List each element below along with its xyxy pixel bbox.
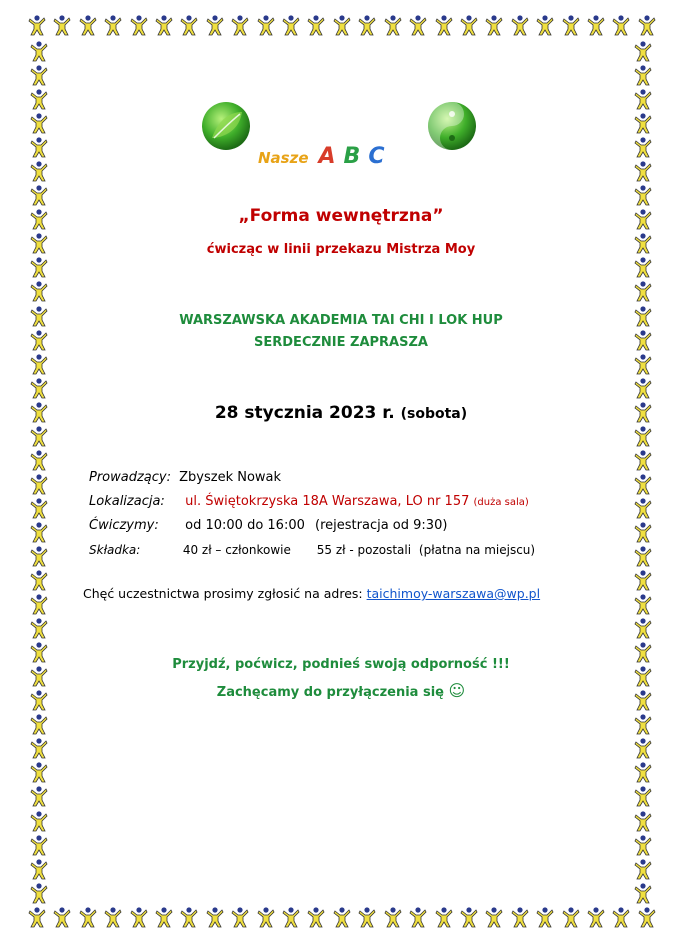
taichi-figure-icon — [26, 906, 48, 928]
instructor-label: Prowadzący: — [89, 470, 171, 485]
taichi-figure-icon — [305, 906, 327, 928]
fee-note: (płatna na miejscu) — [418, 543, 536, 557]
decorative-border-bottom — [26, 906, 658, 932]
taichi-figure-icon — [280, 906, 302, 928]
taichi-figure-icon — [28, 449, 50, 471]
taichi-figure-icon — [28, 545, 50, 567]
taichi-figure-icon — [153, 906, 175, 928]
location-note: (duża sala) — [473, 497, 529, 508]
taichi-figure-icon — [28, 593, 50, 615]
taichi-figure-icon — [636, 906, 658, 928]
decorative-border-right — [632, 40, 658, 904]
taichi-figure-icon — [483, 906, 505, 928]
taichi-figure-icon — [28, 353, 50, 375]
event-subtitle: ćwicząc w linii przekazu Mistrza Moy — [206, 242, 476, 257]
taichi-figure-icon — [483, 14, 505, 36]
taichi-figure-icon — [632, 136, 654, 158]
closing-line-1: Przyjdź, poćwicz, podnieś swoją odporność !!! — [172, 657, 510, 672]
taichi-figure-icon — [632, 160, 654, 182]
taichi-figure-icon — [28, 40, 50, 62]
taichi-figure-icon — [632, 617, 654, 639]
logo-nasze: Nasze — [258, 149, 309, 167]
taichi-figure-icon — [331, 906, 353, 928]
location-label: Lokalizacja: — [89, 494, 165, 509]
taichi-figure-icon — [28, 280, 50, 302]
closing-line-2 — [0, 681, 682, 700]
taichi-figure-icon — [534, 906, 556, 928]
taichi-figure-icon — [28, 810, 50, 832]
taichi-figure-icon — [632, 834, 654, 856]
taichi-figure-icon — [28, 617, 50, 639]
academy-name: WARSZAWSKA AKADEMIA TAI CHI I LOK HUP — [179, 313, 503, 328]
taichi-figure-icon — [632, 88, 654, 110]
taichi-figure-icon — [632, 449, 654, 471]
taichi-figure-icon — [636, 14, 658, 36]
taichi-figure-icon — [632, 761, 654, 783]
taichi-figure-icon — [632, 256, 654, 278]
smiley-icon: ☺ — [448, 681, 466, 700]
taichi-figure-icon — [28, 497, 50, 519]
decorative-border-left — [28, 40, 54, 904]
taichi-figure-icon — [28, 377, 50, 399]
taichi-figure-icon — [28, 473, 50, 495]
abc-logo — [196, 100, 486, 180]
taichi-figure-icon — [229, 906, 251, 928]
instructor-row — [89, 466, 535, 490]
logo-letter-b: B — [343, 144, 361, 169]
signup-email-link[interactable]: taichimoy-warszawa@wp.pl — [366, 586, 541, 601]
taichi-figure-icon — [407, 14, 429, 36]
taichi-figure-icon — [632, 882, 654, 904]
taichi-figure-icon — [305, 14, 327, 36]
yin-yang-leaf-icon — [426, 100, 478, 152]
time-value: od 10:00 do 16:00 — [185, 518, 305, 533]
taichi-figure-icon — [509, 906, 531, 928]
fee-label: Składka: — [89, 543, 141, 557]
taichi-figure-icon — [632, 737, 654, 759]
taichi-figure-icon — [26, 14, 48, 36]
taichi-figure-icon — [560, 14, 582, 36]
taichi-figure-icon — [28, 858, 50, 880]
taichi-figure-icon — [632, 353, 654, 375]
taichi-figure-icon — [204, 14, 226, 36]
taichi-figure-icon — [28, 569, 50, 591]
taichi-figure-icon — [51, 906, 73, 928]
closing-text: Zachęcamy do przyłączenia się — [216, 685, 444, 700]
taichi-figure-icon — [632, 785, 654, 807]
taichi-figure-icon — [229, 14, 251, 36]
signup-text: Chęć uczestnictwa prosimy zgłosić na adres: — [83, 586, 363, 601]
taichi-figure-icon — [28, 785, 50, 807]
academy-invitation — [0, 310, 682, 354]
taichi-figure-icon — [632, 593, 654, 615]
invitation-text: SERDECZNIE ZAPRASZA — [254, 335, 428, 350]
taichi-figure-icon — [28, 64, 50, 86]
fee-members: 40 zł – członkowie — [182, 543, 291, 557]
taichi-figure-icon — [632, 569, 654, 591]
taichi-figure-icon — [632, 858, 654, 880]
taichi-figure-icon — [28, 136, 50, 158]
taichi-figure-icon — [102, 14, 124, 36]
abc-logo-text — [258, 144, 384, 169]
taichi-figure-icon — [28, 184, 50, 206]
taichi-figure-icon — [632, 40, 654, 62]
taichi-figure-icon — [585, 906, 607, 928]
taichi-figure-icon — [458, 14, 480, 36]
taichi-figure-icon — [407, 906, 429, 928]
event-title: „Forma wewnętrzna” — [238, 206, 444, 226]
taichi-figure-icon — [632, 280, 654, 302]
taichi-figure-icon — [356, 14, 378, 36]
taichi-figure-icon — [128, 906, 150, 928]
taichi-figure-icon — [632, 184, 654, 206]
signup-line — [83, 586, 540, 601]
taichi-figure-icon — [610, 906, 632, 928]
taichi-figure-icon — [632, 545, 654, 567]
taichi-figure-icon — [28, 713, 50, 735]
event-day: (sobota) — [400, 406, 468, 422]
taichi-figure-icon — [178, 14, 200, 36]
taichi-figure-icon — [632, 521, 654, 543]
taichi-figure-icon — [433, 14, 455, 36]
instructor-value: Zbyszek Nowak — [179, 470, 282, 485]
taichi-figure-icon — [77, 14, 99, 36]
event-date — [0, 403, 682, 423]
time-note: (rejestracja od 9:30) — [315, 518, 448, 533]
taichi-figure-icon — [382, 906, 404, 928]
taichi-figure-icon — [28, 425, 50, 447]
taichi-figure-icon — [560, 906, 582, 928]
taichi-figure-icon — [632, 497, 654, 519]
taichi-figure-icon — [632, 377, 654, 399]
taichi-figure-icon — [77, 906, 99, 928]
taichi-figure-icon — [382, 14, 404, 36]
taichi-figure-icon — [458, 906, 480, 928]
taichi-figure-icon — [128, 14, 150, 36]
taichi-figure-icon — [255, 906, 277, 928]
decorative-border-top — [26, 14, 658, 40]
green-leaf-icon — [200, 100, 252, 152]
taichi-figure-icon — [632, 112, 654, 134]
time-row — [89, 514, 535, 538]
taichi-figure-icon — [280, 14, 302, 36]
time-label: Ćwiczymy: — [89, 518, 159, 533]
taichi-figure-icon — [255, 14, 277, 36]
taichi-figure-icon — [632, 810, 654, 832]
location-row — [89, 490, 535, 514]
taichi-figure-icon — [28, 112, 50, 134]
taichi-figure-icon — [178, 906, 200, 928]
taichi-figure-icon — [204, 906, 226, 928]
taichi-figure-icon — [28, 737, 50, 759]
taichi-figure-icon — [28, 882, 50, 904]
logo-letter-c: C — [368, 144, 385, 169]
taichi-figure-icon — [153, 14, 175, 36]
taichi-figure-icon — [28, 834, 50, 856]
taichi-figure-icon — [433, 906, 455, 928]
taichi-figure-icon — [632, 425, 654, 447]
fee-row — [89, 538, 535, 562]
event-details — [89, 466, 535, 562]
taichi-figure-icon — [632, 713, 654, 735]
taichi-figure-icon — [51, 14, 73, 36]
logo-letter-a: A — [318, 144, 336, 169]
fee-others: 55 zł - pozostali — [316, 543, 412, 557]
taichi-figure-icon — [28, 761, 50, 783]
taichi-figure-icon — [28, 256, 50, 278]
taichi-figure-icon — [331, 14, 353, 36]
taichi-figure-icon — [28, 160, 50, 182]
taichi-figure-icon — [356, 906, 378, 928]
taichi-figure-icon — [102, 906, 124, 928]
taichi-figure-icon — [632, 64, 654, 86]
taichi-figure-icon — [509, 14, 531, 36]
taichi-figure-icon — [28, 521, 50, 543]
taichi-figure-icon — [632, 473, 654, 495]
taichi-figure-icon — [610, 14, 632, 36]
taichi-figure-icon — [28, 88, 50, 110]
location-value: ul. Świętokrzyska 18A Warszawa, LO nr 157 — [185, 494, 470, 509]
taichi-figure-icon — [534, 14, 556, 36]
taichi-figure-icon — [585, 14, 607, 36]
event-date-main: 28 stycznia 2023 r. — [214, 403, 395, 423]
